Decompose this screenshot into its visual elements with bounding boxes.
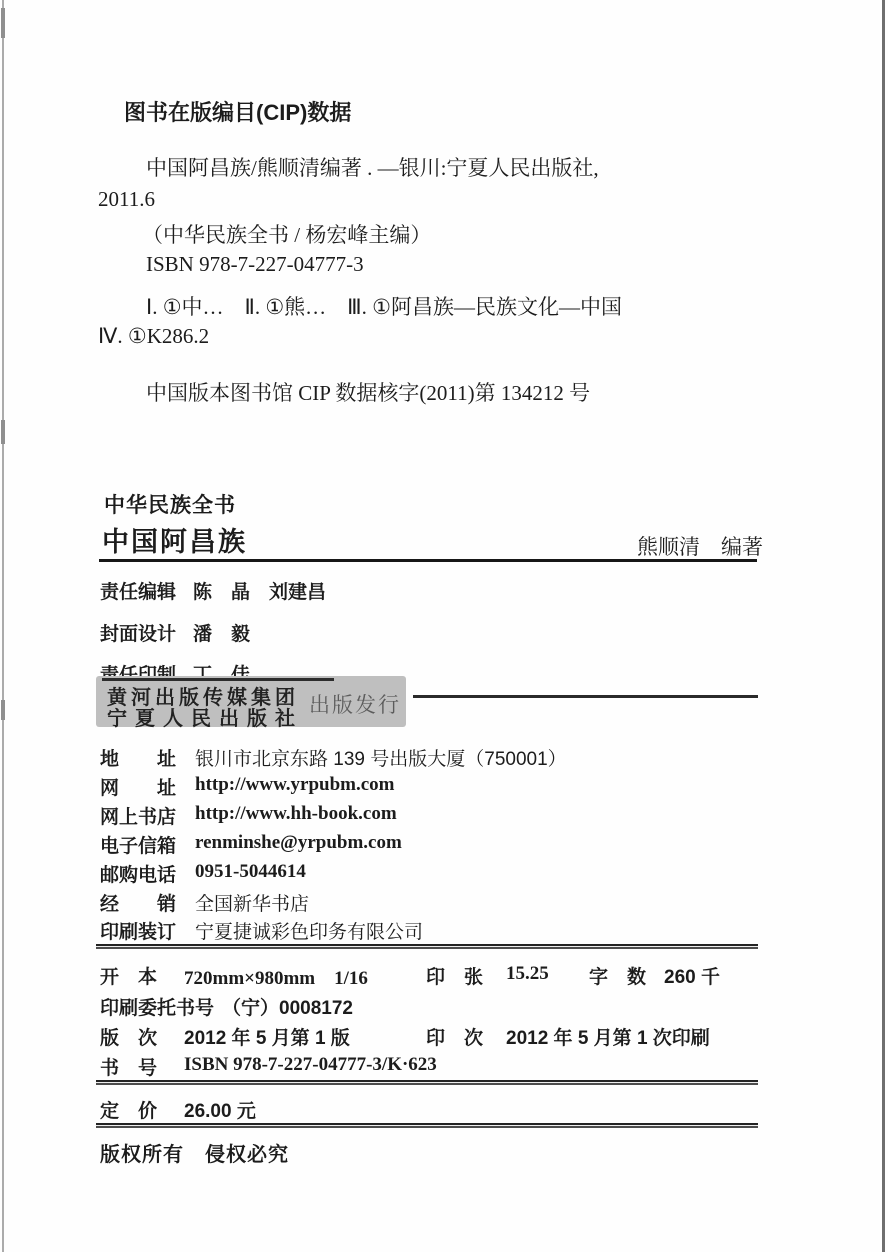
scan-mark (1, 8, 5, 38)
contact-label: 邮购电话 (100, 865, 177, 886)
format-value: 720mm×980mm 1/16 (184, 968, 368, 989)
cip-classification-1: Ⅰ. ①中… Ⅱ. ①熊… Ⅲ. ①阿昌族—民族文化—中国 (146, 295, 622, 319)
cip-isbn: ISBN 978-7-227-04777-3 (146, 252, 364, 276)
staff-label: 封面设计 (100, 624, 177, 645)
contact-label: 电子信箱 (100, 836, 177, 857)
series-title: 中华民族全书 (104, 494, 236, 517)
contact-label: 网 址 (100, 778, 177, 799)
impression-label: 印 次 (426, 1028, 484, 1049)
book-number-value: ISBN 978-7-227-04777-3/K·623 (184, 1054, 437, 1075)
cip-record-number: 中国版本图书馆 CIP 数据核字(2011)第 134212 号 (146, 381, 591, 405)
author-credit: 熊顺清 编著 (637, 535, 763, 559)
contact-value: 宁夏捷诚彩色印务有限公司 (195, 922, 424, 943)
cip-line1: 中国阿昌族/熊顺清编著 . —银川:宁夏人民出版社, (146, 156, 599, 180)
impression-value: 2012 年 5 月第 1 次印刷 (506, 1028, 710, 1049)
scan-edge-left (2, 0, 4, 1252)
contact-value: http://www.hh-book.com (195, 803, 397, 824)
title-rule (99, 559, 757, 562)
contact-value: 全国新华书店 (195, 894, 310, 915)
print-commission-value: （宁）0008172 (222, 998, 353, 1019)
contact-label: 印刷装订 (100, 922, 177, 943)
publish-distribute-label: 出版发行 (309, 694, 401, 717)
contact-value: 0951-5044614 (195, 861, 306, 882)
copyright-notice: 版权所有 侵权必究 (100, 1144, 289, 1166)
price-value: 26.00 元 (184, 1101, 256, 1122)
cip-classification-2: Ⅳ. ①K286.2 (98, 324, 210, 348)
words-value: 260 千 (664, 967, 720, 988)
format-label: 开 本 (100, 967, 158, 988)
print-commission-label: 印刷委托书号 (100, 998, 215, 1019)
contact-value: renminshe@yrpubm.com (195, 832, 402, 853)
staff-value: 陈 晶 刘建昌 (193, 582, 327, 603)
contact-label: 网上书店 (100, 807, 177, 828)
publisher-stamp (96, 676, 406, 730)
book-title: 中国阿昌族 (102, 527, 247, 557)
cip-heading: 图书在版编目(CIP)数据 (124, 100, 352, 125)
price-label: 定 价 (100, 1101, 158, 1122)
scan-mark (1, 420, 5, 444)
sheets-value: 15.25 (506, 963, 549, 984)
publisher-name: 宁夏人民出版社 (107, 708, 303, 730)
contact-value: http://www.yrpubm.com (195, 774, 395, 795)
cip-line2: 2011.6 (98, 187, 155, 211)
contact-label: 经 销 (100, 894, 177, 915)
section-rule (96, 944, 758, 949)
edition-value: 2012 年 5 月第 1 版 (184, 1028, 350, 1049)
staff-label: 责任编辑 (100, 582, 177, 603)
contact-value: 银川市北京东路 139 号出版大厦（750001） (195, 749, 567, 770)
edition-label: 版 次 (100, 1028, 158, 1049)
publisher-group-name: 黄河出版传媒集团 (107, 687, 299, 709)
words-label: 字 数 (589, 967, 647, 988)
contact-label: 地 址 (100, 749, 177, 770)
section-rule (96, 1123, 758, 1128)
scan-mark (1, 700, 5, 720)
scan-edge-right (882, 0, 885, 1252)
sheets-label: 印 张 (426, 967, 484, 988)
book-number-label: 书 号 (100, 1058, 158, 1079)
staff-value: 潘 毅 (193, 624, 251, 645)
stamp-rule (413, 695, 758, 698)
section-rule (96, 1080, 758, 1085)
cip-series-note: （中华民族全书 / 杨宏峰主编） (142, 223, 432, 247)
